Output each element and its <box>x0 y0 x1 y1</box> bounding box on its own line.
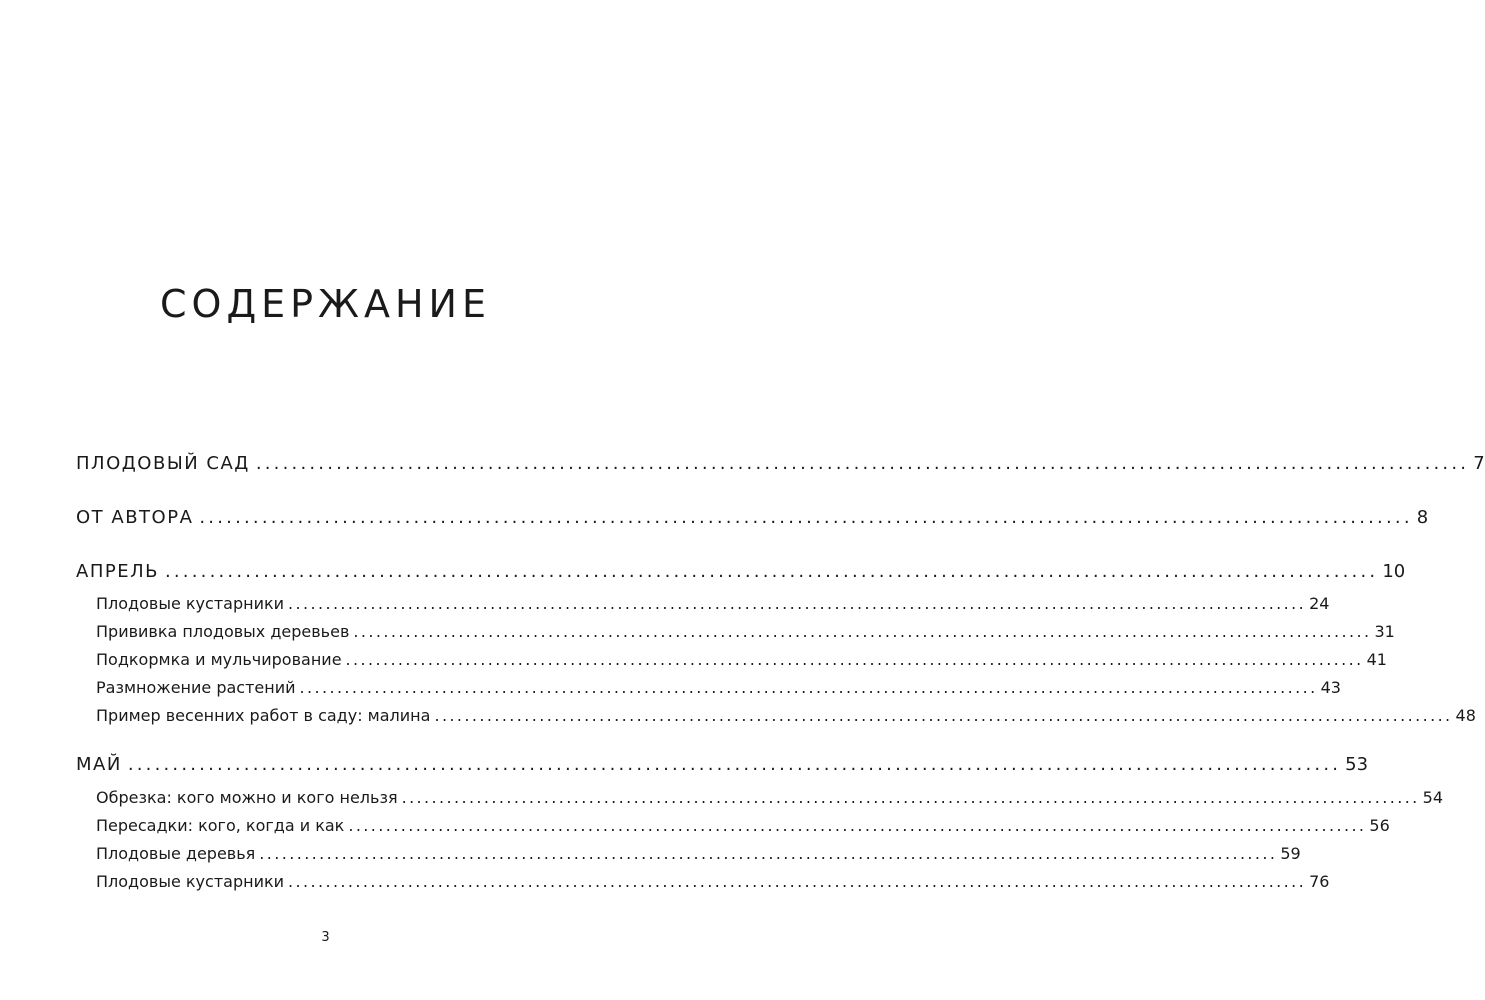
toc-entry-page: 54 <box>1422 788 1444 807</box>
toc-entry-label: Прививка плодовых деревьев <box>96 622 350 641</box>
toc-entry-page: 7 <box>1473 453 1485 474</box>
dot-leader: ........................................................................................................................................ <box>255 453 1470 474</box>
dot-leader: ........................................................................................................................................ <box>127 754 1342 775</box>
toc-entry-privivka[interactable] <box>96 620 1395 644</box>
table-of-contents <box>76 0 1485 1000</box>
toc-entry-aprel-kustarniki[interactable] <box>96 592 1330 616</box>
toc-entry-page: 48 <box>1455 706 1476 725</box>
toc-entry-razmnozhenie[interactable] <box>96 676 1341 700</box>
toc-entry-obrezka[interactable] <box>96 786 1444 810</box>
dot-leader: ........................................................................................................................................ <box>353 622 1372 641</box>
page-number: 3 <box>321 930 330 945</box>
dot-leader: ........................................................................................................................................ <box>288 594 1307 613</box>
toc-entry-podkormka[interactable] <box>96 648 1387 672</box>
toc-entry-page: 31 <box>1374 622 1395 641</box>
toc-entry-page: 53 <box>1345 754 1369 775</box>
toc-entry-page: 76 <box>1309 872 1330 891</box>
toc-entry-malina[interactable] <box>96 704 1476 728</box>
toc-entry-page: 43 <box>1320 678 1341 697</box>
toc-entry-page: 56 <box>1369 816 1390 835</box>
toc-entry-page: 59 <box>1280 844 1301 863</box>
toc-entry-may[interactable] <box>76 752 1369 778</box>
toc-entry-label: Плодовые кустарники <box>96 872 285 891</box>
dot-leader: ........................................................................................................................................ <box>199 507 1413 528</box>
dot-leader: ........................................................................................................................................ <box>164 561 1379 582</box>
dot-leader: ........................................................................................................................................ <box>434 706 1453 725</box>
toc-entry-may-kustarniki[interactable] <box>96 870 1330 894</box>
dot-leader: ........................................................................................................................................ <box>259 844 1278 863</box>
toc-entry-aprel[interactable] <box>76 559 1406 585</box>
toc-entry-label: Пример весенних работ в саду: малина <box>96 706 431 725</box>
toc-entry-page: 8 <box>1416 507 1429 528</box>
toc-entry-label: ОТ АВТОРА <box>76 507 194 528</box>
toc-entry-label: МАЙ <box>76 754 122 775</box>
toc-entry-label: Подкормка и мульчирование <box>96 650 342 669</box>
toc-entry-page: 41 <box>1366 650 1387 669</box>
toc-entry-plodovyy-sad[interactable] <box>76 451 1485 477</box>
dot-leader: ........................................................................................................................................ <box>288 872 1307 891</box>
toc-entry-label: АПРЕЛЬ <box>76 561 159 582</box>
dot-leader: ........................................................................................................................................ <box>299 678 1318 697</box>
dot-leader: ........................................................................................................................................ <box>345 650 1364 669</box>
toc-entry-page: 24 <box>1309 594 1330 613</box>
page-title: СОДЕРЖАНИЕ <box>160 282 491 326</box>
toc-entry-label: ПЛОДОВЫЙ САД <box>76 453 250 474</box>
toc-entry-label: Размножение растений <box>96 678 296 697</box>
dot-leader: ........................................................................................................................................ <box>348 816 1367 835</box>
dot-leader: ........................................................................................................................................ <box>401 788 1420 807</box>
toc-entry-peresadki[interactable] <box>96 814 1390 838</box>
toc-entry-ot-avtora[interactable] <box>76 505 1429 531</box>
toc-entry-label: Плодовые кустарники <box>96 594 285 613</box>
toc-entry-label: Плодовые деревья <box>96 844 256 863</box>
toc-entry-label: Обрезка: кого можно и кого нельзя <box>96 788 398 807</box>
toc-entry-page: 10 <box>1382 561 1406 582</box>
toc-entry-label: Пересадки: кого, когда и как <box>96 816 345 835</box>
toc-entry-derevya[interactable] <box>96 842 1301 866</box>
